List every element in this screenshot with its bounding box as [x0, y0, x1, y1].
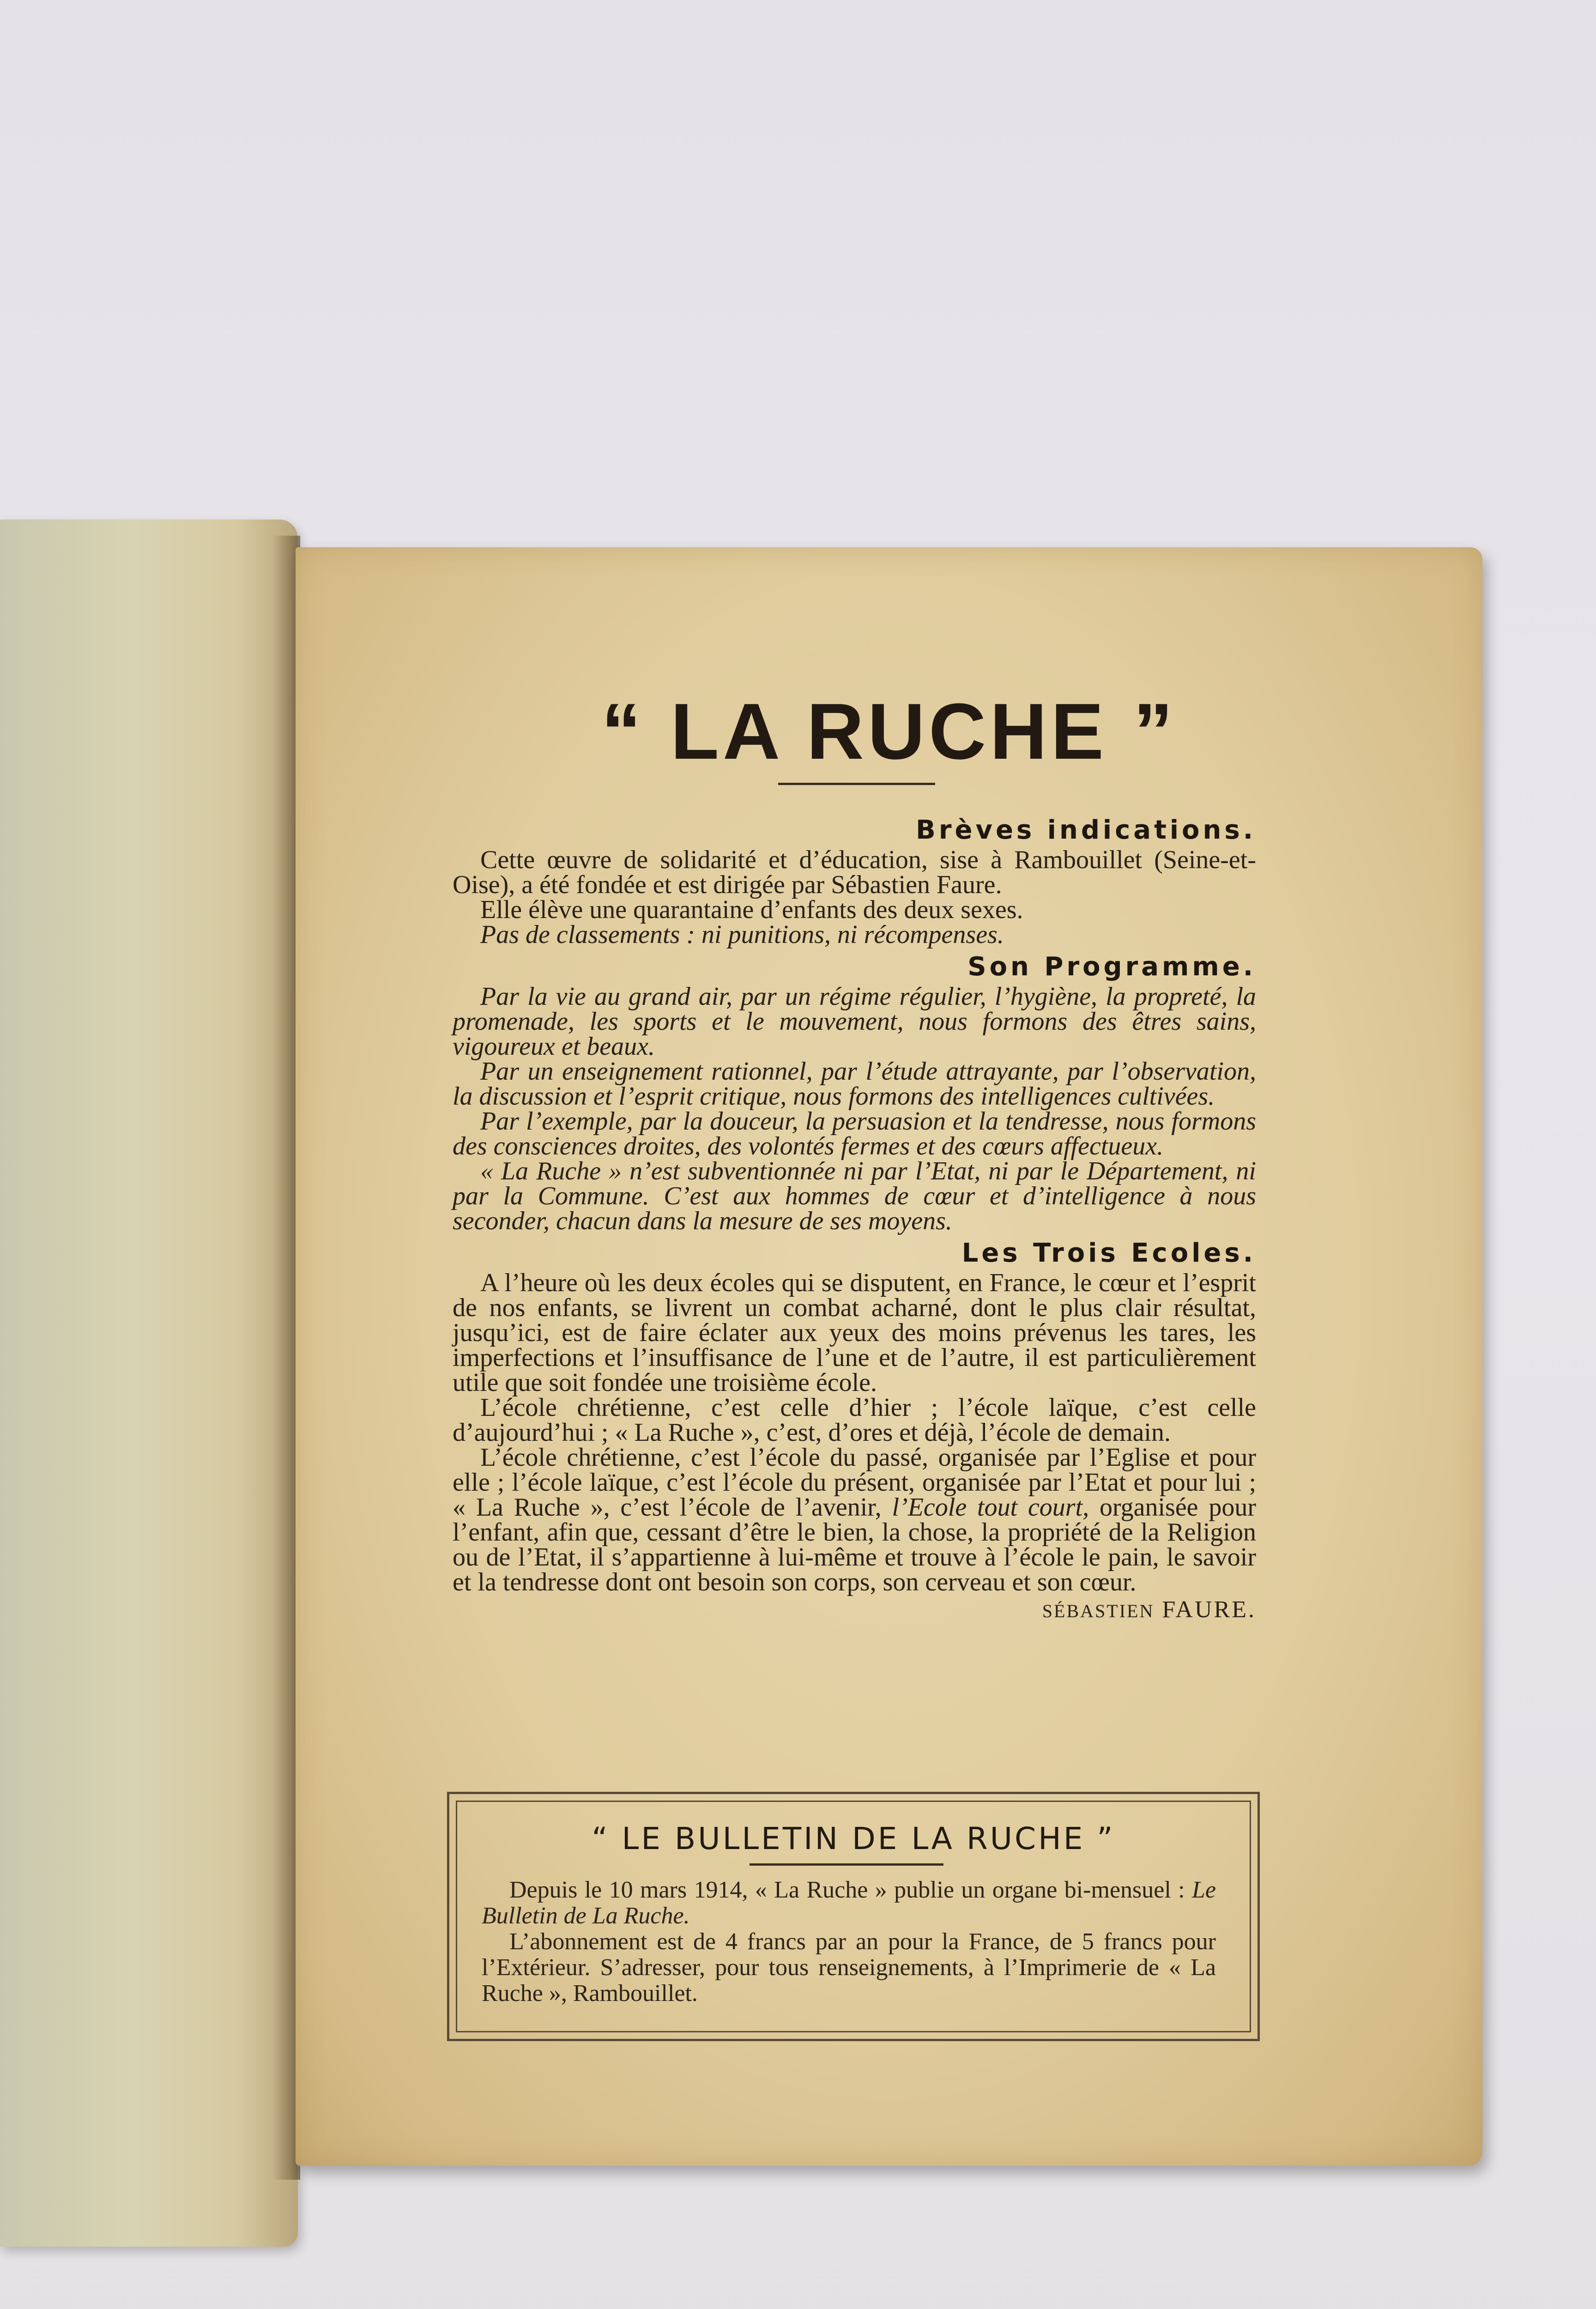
signature-last-name: FAURE. [1162, 1596, 1256, 1623]
page-title: “ LA RUCHE ” [601, 687, 1177, 776]
title-rule [778, 783, 935, 785]
heading-trois-ecoles: Les Trois Ecoles. [961, 1238, 1256, 1268]
section1-paragraph-1: Cette œuvre de solidarité et d’éducation, sise à Rambouillet (Seine-et-Oise), a été fondée et est dirigée par Sébastien Faure. [453, 846, 1256, 899]
bulletin-p1-italic: Le Bulletin de La Ruche. [482, 1877, 1216, 1929]
left-page [0, 520, 298, 2247]
heading-breves-indications: Brèves indications. [916, 815, 1256, 845]
bulletin-text [482, 1877, 1216, 2007]
section3-paragraph-1: A l’heure où les deux écoles qui se disputent, en France, le cœur et l’esprit de nos enfants, se livrent un combat acharné, dont le plus clair résultat, jusqu’ici, est de faire éclater aux yeux des moins prévenus les tares, les imperfections et l’insuffisance de l’une et de l’autre, il est particulièrement utile que soit fondée une troisième école. [453, 1269, 1256, 1397]
section1-paragraph-2: Elle élève une quarantaine d’enfants des deux sexes. [480, 895, 1023, 924]
section3-p3-end: organisée pour l’enfant, afin que, cessant d’être le bien, la chose, la propriété de la Religion ou de l’Etat, il s’appartienne à lui-même et trouve à l’école le pain, le savoir et la tendresse dont ont besoin son corps, son cerveau et son cœur. [453, 1493, 1257, 1596]
section3-paragraph-3 [453, 1445, 1256, 1595]
section2-paragraph-2: Par un enseignement rationnel, par l’étude attrayante, par l’observation, la discussion et l’esprit critique, nous formons des intelligences cultivées. [453, 1057, 1256, 1111]
bulletin-box [447, 1792, 1260, 2041]
bulletin-rule [750, 1863, 943, 1866]
signature [453, 1597, 1256, 1624]
section3-p3-start: L’école chrétienne, c’est l’école du passé, organisée par l’Eglise et pour elle ; l’école laïque, c’est l’école du présent, organisée par l’Etat et pour lui ; « La Ruche », c’est l’école de l’avenir, [453, 1443, 1256, 1522]
section3-p3-italic: l’Ecole tout court, [892, 1493, 1089, 1522]
section2-paragraph-4: « La Ruche » n’est subventionnée ni par l’Etat, ni par le Département, ni par la Commune. C’est aux hommes de cœur et d’intelligence à nous seconder, chacun dans la mesure de ses moyens. [453, 1157, 1256, 1235]
signature-first-name: SÉBASTIEN [1042, 1601, 1155, 1621]
heading-son-programme: Son Programme. [967, 952, 1256, 982]
programme-block [453, 984, 1256, 1233]
bulletin-p1-start: Depuis le 10 mars 1914, « La Ruche » publie un organe bi-mensuel : [509, 1877, 1185, 1903]
section2-paragraph-1: Par la vie au grand air, par un régime régulier, l’hygiène, la propreté, la promenade, les sports et le mouvement, nous formons des êtres sains, vigoureux et beaux. [453, 982, 1256, 1061]
bulletin-paragraph-1 [482, 1877, 1216, 1929]
section1-paragraph-3: Pas de classements : ni punitions, ni récompenses. [480, 920, 1004, 949]
section2-paragraph-3: Par l’exemple, par la douceur, la persuasion et la tendresse, nous formons des consciences droites, des volontés fermes et des cœurs affectueux. [453, 1107, 1256, 1161]
booklet-page [296, 547, 1482, 2166]
bulletin-paragraph-2: L’abonnement est de 4 francs par an pour la France, de 5 francs pour l’Extérieur. S’adresser, pour tous renseignements, à l’Imprimerie de « La Ruche », Rambouillet. [482, 1928, 1216, 2007]
section3-paragraph-2: L’école chrétienne, c’est celle d’hier ; l’école laïque, c’est celle d’aujourd’hui ; « La Ruche », c’est, d’ores et déjà, l’école de demain. [453, 1393, 1256, 1447]
bulletin-title: “ LE BULLETIN DE LA RUCHE ” [592, 1821, 1115, 1856]
main-text [453, 810, 1256, 1624]
